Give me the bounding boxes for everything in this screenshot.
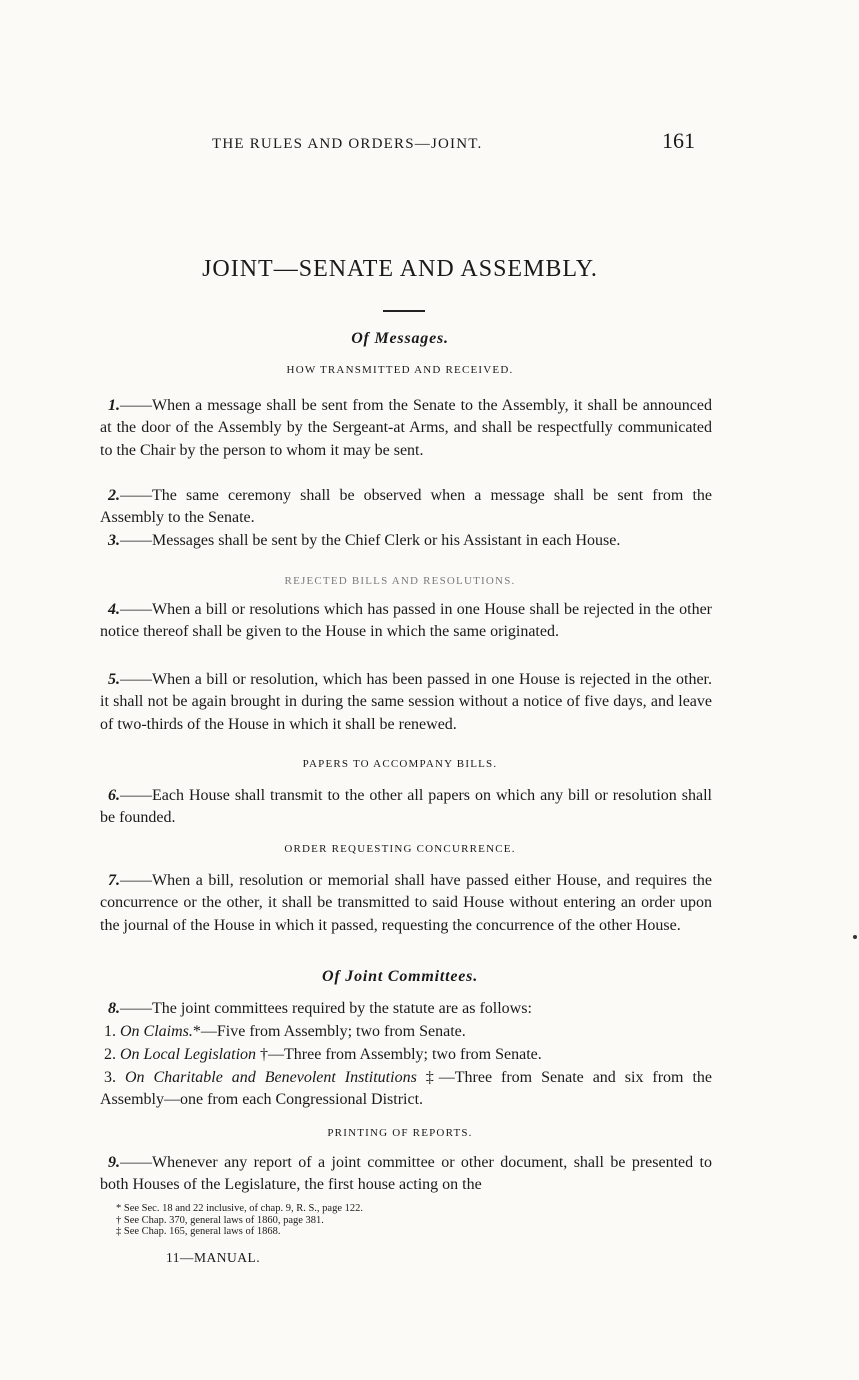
committee-text: —Three from Senate and six from the Assembly—one from each Congressional District.: [100, 1069, 713, 1109]
committee-text: —Three from Assembly; two from Senate.: [268, 1046, 542, 1063]
rule-3: [100, 530, 712, 552]
rule-5: [100, 669, 712, 736]
rule-2: [100, 485, 712, 530]
committee-item: [104, 1021, 716, 1043]
footnote: ‡ See Chap. 165, general laws of 1868.: [116, 1226, 281, 1237]
rule-text: ——Messages shall be sent by the Chief Clerk or his Assistant in each House.: [120, 532, 621, 549]
rule-7: [100, 870, 712, 937]
rule-1: [100, 395, 712, 462]
title-divider: [383, 310, 425, 312]
subheading-how-transmitted: HOW TRANSMITTED AND RECEIVED.: [286, 364, 514, 376]
committee-name: On Local Legislation: [120, 1046, 257, 1063]
committee-item: [100, 1067, 712, 1112]
running-title: THE RULES AND ORDERS—JOINT.: [212, 136, 483, 152]
rule-text: ——When a message shall be sent from the Senate to the Assembly, it shall be announced at the door of the Assembly by the Sergeant-at Arms, and shall be respectfully communicated to the Chair by the person to whom it may be sent.: [100, 397, 712, 459]
signature-mark: 11—MANUAL.: [166, 1250, 261, 1265]
rule-text: ——The joint committees required by the statute are as follows:: [120, 1000, 532, 1017]
running-header: [100, 128, 720, 158]
rule-4: [100, 599, 712, 644]
rule-9: [100, 1152, 712, 1197]
rule-number: 9.: [108, 1154, 120, 1171]
committee-number: 1.: [104, 1023, 116, 1040]
subheading-order-concurrence: ORDER REQUESTING CONCURRENCE.: [284, 843, 516, 855]
rule-number: 1.: [108, 397, 120, 414]
rule-number: 2.: [108, 487, 120, 504]
committee-name: On Charitable and Benevolent Institutions: [124, 1069, 417, 1086]
rule-number: 3.: [108, 532, 120, 549]
rule-number: 4.: [108, 601, 120, 618]
subheading-rejected-bills: REJECTED BILLS AND RESOLUTIONS.: [284, 575, 516, 587]
footnote-mark: *: [192, 1023, 201, 1040]
rule-text: ——Whenever any report of a joint committee or other document, shall be presented to both Houses of the Legislature, the first house acting on the: [100, 1154, 712, 1194]
subheading-printing: PRINTING OF REPORTS.: [327, 1127, 473, 1139]
section-heading-messages: Of Messages.: [351, 330, 449, 347]
rule-text: ——Each House shall transmit to the other all papers on which any bill or resolution shall be founded.: [100, 787, 712, 827]
rule-number: 8.: [108, 1000, 120, 1017]
rule-8: [100, 998, 712, 1020]
rule-6: [100, 785, 712, 830]
section-heading-joint-committees: Of Joint Committees.: [322, 968, 478, 985]
footnotes: [116, 1203, 616, 1238]
rule-text: ——When a bill, resolution or memorial shall have passed either House, and requires the concurrence or the other, it shall be transmitted to said House without entering an order upon the journal of the House in which it passed, requesting the concurrence of the other House.: [100, 872, 712, 934]
footnote: * See Sec. 18 and 22 inclusive, of chap. 9, R. S., page 122.: [116, 1203, 363, 1214]
committee-name: On Claims.: [120, 1023, 193, 1040]
page-number: 161: [662, 128, 695, 153]
rule-text: ——The same ceremony shall be observed when a message shall be sent from the Assembly to the Senate.: [100, 487, 712, 527]
footnote-mark: †: [256, 1046, 269, 1063]
committee-text: —Five from Assembly; two from Senate.: [200, 1023, 466, 1040]
page-title: JOINT—SENATE AND ASSEMBLY.: [202, 256, 598, 282]
footnote: † See Chap. 370, general laws of 1860, page 381.: [116, 1214, 324, 1226]
rule-number: 5.: [108, 671, 120, 688]
footnote-mark: ‡: [416, 1069, 439, 1086]
rule-text: ——When a bill or resolutions which has passed in one House shall be rejected in the other notice thereof shall be given to the House in which the same originated.: [100, 601, 712, 641]
committee-number: 2.: [104, 1046, 116, 1063]
subheading-papers: PAPERS TO ACCOMPANY BILLS.: [302, 758, 498, 770]
committee-item: [104, 1044, 716, 1066]
rule-text: ——When a bill or resolution, which has been passed in one House is rejected in the other. it shall not be again brought in during the same session without a notice of five days, and leave of two-thirds of the House in which it shall be renewed.: [100, 671, 712, 733]
committee-number: 3.: [104, 1069, 116, 1086]
rule-number: 7.: [108, 872, 120, 889]
margin-speck: [853, 935, 857, 939]
rule-number: 6.: [108, 787, 120, 804]
